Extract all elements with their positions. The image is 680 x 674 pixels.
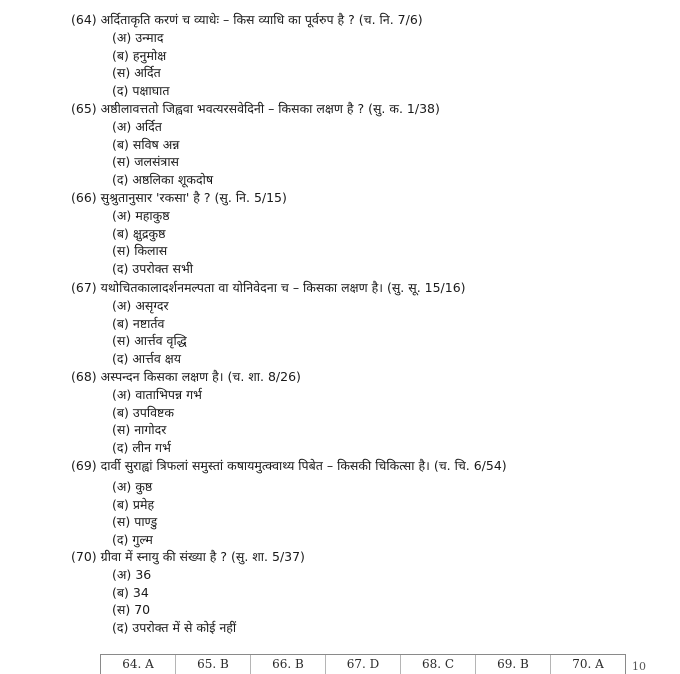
question-reference: (च. नि. 7/6) [358,12,423,27]
option-label: (द) [112,83,129,99]
answer-cell: 70. A [572,657,604,671]
option-a [71,207,671,225]
option-text: उपरोक्त में से कोई नहीं [132,620,237,636]
option-text: अर्दित [135,118,162,134]
option-b [71,47,671,65]
option-c [71,332,671,350]
option-label: (स) [112,154,131,170]
option-text: लीन गर्भ [132,440,171,456]
option-text: प्रमेह [132,496,155,512]
answer-cell: 69. B [476,655,551,674]
question-number: (68) [71,369,97,384]
option-b [71,225,671,243]
option-a [71,29,671,47]
option-text: नागोदर [134,422,167,438]
question-text-line [71,100,671,118]
question-number: (66) [71,190,97,205]
option-text: 34 [132,584,149,600]
question-70 [71,548,671,637]
option-d [71,439,671,457]
option-label: (अ) [112,386,132,402]
option-label: (द) [112,351,129,367]
answer-cell: 67. D [326,655,401,674]
option-label: (द) [112,261,129,277]
option-d [71,531,671,549]
option-label: (द) [112,440,129,456]
question-67 [71,279,671,368]
option-d [71,350,671,368]
page-number: 10 [632,660,646,673]
option-text: आर्त्तव क्षय [132,351,181,367]
option-text: महाकुष्ठ [135,207,170,223]
option-a [71,478,671,496]
option-label: (ब) [112,404,129,420]
option-text: 70 [134,602,151,618]
option-d [71,82,671,100]
question-text: ग्रीवा में स्नायु की संख्या है ? [100,549,228,564]
question-reference: (च. शा. 8/26) [227,369,301,384]
option-b [71,584,671,602]
option-a [71,297,671,315]
option-text: नष्टार्तव [132,315,165,331]
answer-key-table [100,654,626,674]
question-text: यथोचितकालादर्शनमल्पता वा योनिवेदना च – किसका लक्षण है। [100,280,383,295]
question-reference: (सु. शा. 5/37) [231,549,305,564]
option-text: जलसंत्रास [134,154,180,170]
option-text: असृग्दर [135,297,169,313]
answer-cell: 65. B [176,655,251,674]
option-label: (ब) [112,496,129,512]
option-text: आर्त्तव वृद्धि [134,333,187,349]
option-text: उपविष्टक [132,404,174,420]
question-text-line [71,548,671,566]
question-number: (67) [71,280,97,295]
question-68 [71,368,671,457]
question-text-line [71,457,671,475]
option-label: (ब) [112,136,129,152]
option-d [71,260,671,278]
question-69 [71,457,671,549]
option-label: (अ) [112,566,132,582]
question-text-line [71,11,671,29]
option-text: अर्दित [134,65,161,81]
option-label: (द) [112,172,129,188]
option-text: वाताभिपन्न गर्भ [135,386,202,402]
answer-cell: 66. B [251,655,326,674]
question-text: दार्वी सुराह्वां त्रिफलां समुस्तां कषायमुत्क्वाथ्य पिबेत – किसकी चिकित्सा है। [100,458,430,473]
option-d [71,619,671,637]
question-reference: (सु. नि. 5/15) [214,190,287,205]
option-label: (स) [112,243,131,259]
question-65 [71,100,671,189]
question-number: (65) [71,101,97,116]
option-b [71,136,671,154]
question-text: अर्दिताकृति करणं च व्याधेः – किस व्याधि का पूर्वरुप है ? [100,12,355,27]
option-text: 36 [135,566,152,582]
option-a [71,386,671,404]
option-text: उन्माद [135,29,164,45]
option-label: (अ) [112,29,132,45]
answer-cell: 64. A [101,655,176,674]
option-label: (स) [112,514,131,530]
question-number: (70) [71,549,97,564]
option-text: गुल्म [132,532,153,548]
question-text: सुश्रुतानुसार 'रकसा' है ? [100,190,211,205]
option-text: किलास [134,243,168,259]
question-text-line [71,189,671,207]
question-text-line [71,368,671,386]
option-label: (अ) [112,207,132,223]
option-label: (स) [112,65,131,81]
option-text: पाण्डु [134,514,158,530]
option-label: (ब) [112,315,129,331]
option-label: (द) [112,532,129,548]
option-text: पक्षाघात [132,83,170,99]
option-label: (ब) [112,225,129,241]
option-b [71,315,671,333]
option-text: क्षुद्रकुष्ठ [132,225,166,241]
question-text: अष्ठीलावत्ततो जिह्ववा भवत्यरसवेदिनी – किसका लक्षण है ? [100,101,365,116]
option-text: उपरोक्त सभी [132,261,193,277]
option-c [71,64,671,82]
option-d [71,171,671,189]
option-label: (ब) [112,584,129,600]
question-number: (69) [71,458,97,473]
question-reference: (सु. सू. 15/16) [386,280,466,295]
question-text: अस्पन्दन किसका लक्षण है। [100,369,224,384]
option-c [71,242,671,260]
option-c [71,513,671,531]
question-number: (64) [71,12,97,27]
option-label: (स) [112,333,131,349]
option-a [71,118,671,136]
question-text-line [71,279,671,297]
question-reference: (सु. क. 1/38) [368,101,440,116]
option-text: सविष अन्न [132,136,180,152]
question-reference: (च. चि. 6/54) [433,458,507,473]
option-label: (द) [112,620,129,636]
option-label: (अ) [112,478,132,494]
option-label: (स) [112,422,131,438]
option-c [71,421,671,439]
option-a [71,566,671,584]
question-64 [71,11,671,100]
option-label: (अ) [112,118,132,134]
option-c [71,153,671,171]
option-c [71,601,671,619]
option-b [71,404,671,422]
option-b [71,496,671,514]
option-label: (अ) [112,297,132,313]
answer-cell: 68. C [401,655,476,674]
option-text: हनुमोक्ष [132,47,167,63]
option-label: (ब) [112,47,129,63]
option-label: (स) [112,602,131,618]
question-66 [71,189,671,278]
option-text: अष्ठलिका शूकदोष [132,172,214,188]
option-text: कुष्ठ [135,478,153,494]
